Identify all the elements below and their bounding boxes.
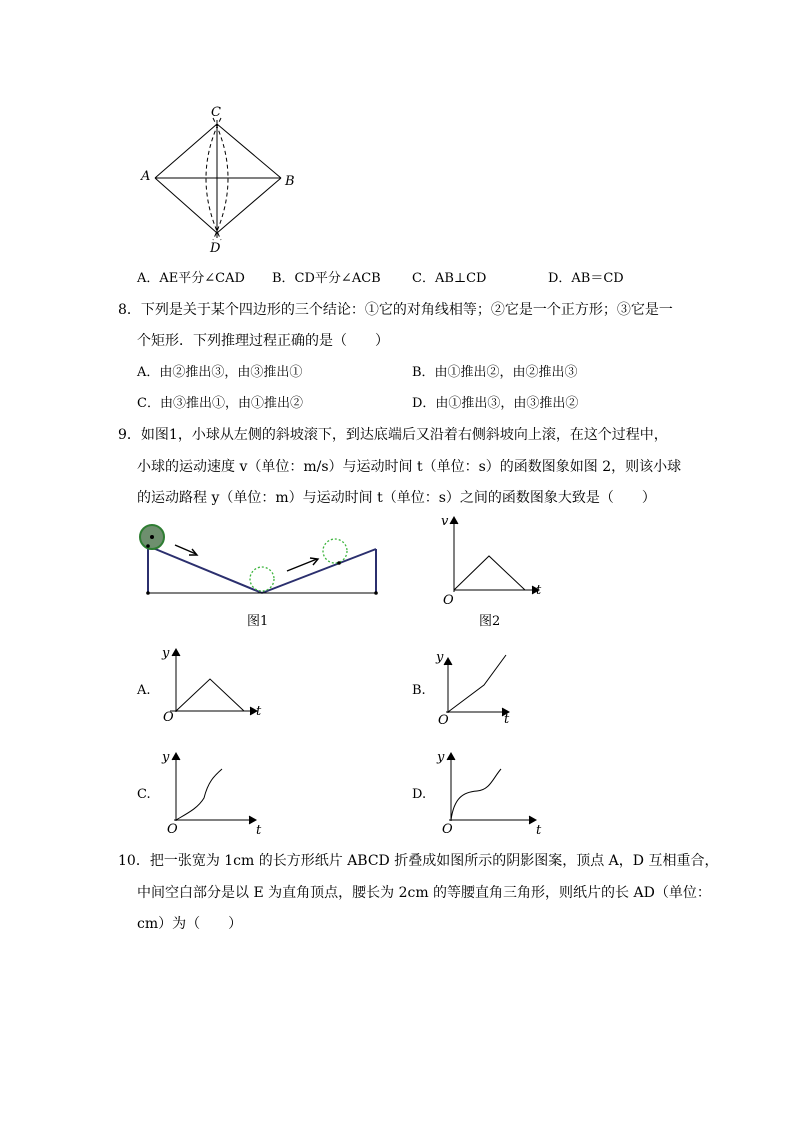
arc-right <box>213 118 228 240</box>
t-axis-label: t <box>504 712 510 727</box>
option-c-graph <box>160 748 270 838</box>
option-b-graph <box>432 645 542 730</box>
slope-figure <box>135 518 385 603</box>
ball-center <box>150 535 154 539</box>
q7-option-b: B．CD平分∠ACB <box>272 271 381 286</box>
q9-stem-line3: 的运动路程 y（单位：m）与运动时间 t（单位：s）之间的函数图象大致是（ ） <box>137 490 656 506</box>
q9-option-c-letter: C. <box>137 787 151 802</box>
contact-point-right <box>337 561 341 565</box>
y-axis-arrow <box>444 658 452 665</box>
edge-cb <box>217 124 281 178</box>
q8-stem-line2: 个矩形．下列推理过程正确的是（ ） <box>137 333 389 349</box>
figure-2-caption: 图2 <box>479 614 501 629</box>
label-a: A <box>141 169 151 184</box>
origin-label: O <box>438 713 449 728</box>
origin-label: O <box>167 822 178 837</box>
option-d-graph <box>435 748 550 838</box>
label-d: D <box>210 241 221 256</box>
origin-label: O <box>443 593 454 607</box>
q10-stem-line1: 10．把一张宽为 1cm 的长方形纸片 ABCD 折叠成如图所示的阴影图案，顶点 A，D 互相重合， <box>118 853 719 869</box>
dashed-ball-bottom <box>250 567 274 591</box>
arrow-up-shaft <box>287 559 317 571</box>
y-axis-arrow <box>450 517 458 524</box>
ground-point-left <box>146 591 150 595</box>
left-slope <box>148 546 262 593</box>
y-axis-label: y <box>436 650 444 665</box>
y-axis-label: y <box>437 750 445 765</box>
option-a-graph <box>160 645 270 730</box>
y-axis-arrow <box>447 753 455 760</box>
distance-curve <box>176 769 222 820</box>
edge-bd <box>217 178 281 233</box>
distance-curve <box>176 679 244 711</box>
v-axis-label: v <box>441 514 449 529</box>
y-axis-label: y <box>162 646 170 661</box>
q7-option-c: C．AB⊥CD <box>412 271 487 286</box>
q7-option-a: A．AE平分∠CAD <box>137 271 245 286</box>
q8-stem-line1: 8．下列是关于某个四边形的三个结论：①它的对角线相等；②它是一个正方形；③它是一 <box>118 302 673 318</box>
origin-label: O <box>442 822 453 837</box>
q7-option-d: D．AB＝CD <box>548 271 624 286</box>
ground-point-right <box>374 591 378 595</box>
right-slope <box>262 549 376 593</box>
y-axis-arrow <box>172 649 180 656</box>
t-axis-label: t <box>536 583 542 598</box>
figure-1-caption: 图1 <box>247 614 269 629</box>
q8-option-c: C．由③推出①，由①推出② <box>137 396 303 411</box>
q9-stem-line1: 9．如图1，小球从左侧的斜坡滚下，到达底端后又沿着右侧斜坡向上滚，在这个过程中， <box>118 427 668 443</box>
dashed-ball-right <box>323 539 347 563</box>
ball-contact-point <box>146 544 150 548</box>
x-axis-arrow <box>249 816 256 824</box>
velocity-graph <box>438 512 548 607</box>
q9-option-d-letter: D. <box>412 787 427 802</box>
q9-stem-line2: 小球的运动速度 v（单位：m/s）与运动时间 t（单位：s）的函数图象如图 2，则该小球 <box>137 459 682 475</box>
q8-option-d: D．由①推出③，由③推出② <box>412 396 579 411</box>
x-axis-arrow <box>529 816 536 824</box>
q9-option-b-letter: B. <box>412 683 426 698</box>
velocity-curve <box>454 556 525 590</box>
edge-ac <box>155 124 217 178</box>
y-axis-arrow <box>172 753 180 760</box>
label-b: B <box>285 174 295 189</box>
q10-stem-line2: 中间空白部分是以 E 为直角顶点，腰长为 2cm 的等腰直角三角形，则纸片的长 AD（单位： <box>137 885 711 901</box>
y-axis-label: y <box>162 750 170 765</box>
t-axis-label: t <box>536 823 542 838</box>
t-axis-label: t <box>256 823 262 838</box>
origin-label: O <box>163 710 174 725</box>
edge-da <box>155 178 217 233</box>
q9-option-a-letter: A. <box>137 683 151 698</box>
label-c: C <box>211 105 221 120</box>
q10-stem-line3: cm）为（ ） <box>137 916 243 932</box>
q8-option-b: B．由①推出②，由②推出③ <box>412 365 578 380</box>
distance-curve <box>451 769 501 820</box>
distance-curve <box>448 655 506 712</box>
q8-option-a: A．由②推出③，由③推出① <box>137 365 303 380</box>
rhombus-figure <box>135 100 305 260</box>
arc-left <box>206 118 221 240</box>
t-axis-label: t <box>256 704 262 719</box>
